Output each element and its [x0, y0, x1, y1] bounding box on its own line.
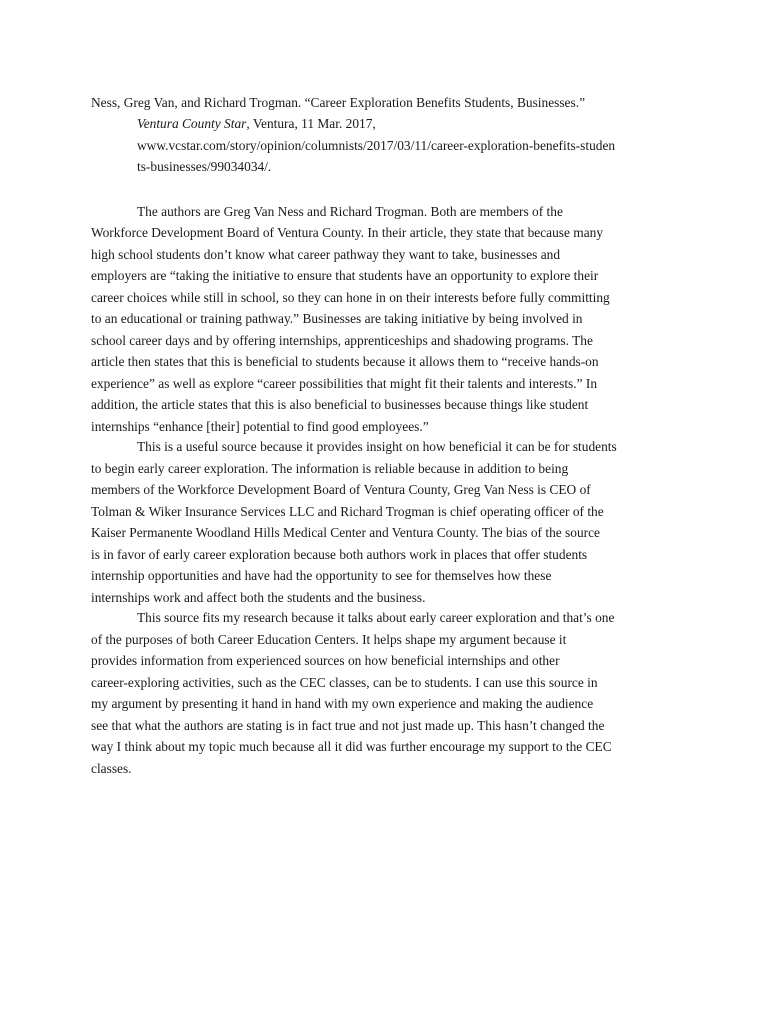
paragraph-2-line: This is a useful source because it provides insight on how beneficial it can be for students — [137, 439, 617, 454]
paragraph-3-line: my argument by presenting it hand in hand with my own experience and making the audience — [91, 696, 594, 711]
paragraph-2-line: Kaiser Permanente Woodland Hills Medical Center and Ventura County. The bias of the source — [91, 525, 600, 540]
citation-line-1: Ness, Greg Van, and Richard Trogman. “Career Exploration Benefits Students, Businesses.” — [91, 95, 586, 110]
citation-url-line-2: ts-businesses/99034034/. — [137, 159, 272, 174]
paragraph-1-line: addition, the article states that this is also beneficial to businesses because things like student — [91, 397, 589, 412]
paragraph-3-line: classes. — [91, 761, 132, 776]
paragraph-1-line: The authors are Greg Van Ness and Richard Trogman. Both are members of the — [137, 204, 563, 219]
paragraph-3-line: of the purposes of both Career Education Centers. It helps shape my argument because it — [91, 632, 567, 647]
paragraph-1-line: Workforce Development Board of Ventura County. In their article, they state that because many — [91, 225, 604, 240]
paragraph-1-line: employers are “taking the initiative to ensure that students have an opportunity to explore their — [91, 268, 599, 283]
paragraph-2-line: Tolman & Wiker Insurance Services LLC and Richard Trogman is chief operating officer of the — [91, 504, 604, 519]
paragraph-3-line: provides information from experienced sources on how beneficial internships and other — [91, 653, 560, 668]
paragraph-2-line: internships work and affect both the students and the business. — [91, 590, 426, 605]
paragraph-2-line: members of the Workforce Development Board of Ventura County, Greg Van Ness is CEO of — [91, 482, 591, 497]
paragraph-3-line: career-exploring activities, such as the CEC classes, can be to students. I can use this source in — [91, 675, 598, 690]
citation-line-2 — [137, 113, 376, 134]
paragraph-3-line: way I think about my topic much because all it did was further encourage my support to the CEC — [91, 739, 612, 754]
paragraph-1-line: experience” as well as explore “career possibilities that might fit their talents and interests.” In — [91, 376, 598, 391]
paragraph-2-line: internship opportunities and have had the opportunity to see for themselves how these — [91, 568, 552, 583]
publication-name: Ventura County Star — [137, 116, 247, 131]
paragraph-2-line: is in favor of early career exploration because both authors work in places that offer students — [91, 547, 588, 562]
paragraph-3-line: see that what the authors are stating is in fact true and not just made up. This hasn’t changed the — [91, 718, 605, 733]
paragraph-1-line: to an educational or training pathway.” Businesses are taking initiative by being involved in — [91, 311, 583, 326]
paragraph-1-line: internships “enhance [their] potential to find good employees.” — [91, 419, 429, 434]
paragraph-1-line: article then states that this is beneficial to students because it allows them to “receive hands-on — [91, 354, 599, 369]
paragraph-2-line: to begin early career exploration. The information is reliable because in addition to being — [91, 461, 569, 476]
paragraph-1-line: career choices while still in school, so they can hone in on their interests before fully committing — [91, 290, 610, 305]
paragraph-3-line: This source fits my research because it talks about early career exploration and that’s one — [137, 610, 615, 625]
citation-url-line-1: www.vcstar.com/story/opinion/columnists/2017/03/11/career-exploration-benefits-studen — [137, 138, 616, 153]
paragraph-1-line: school career days and by offering internships, apprenticeships and shadowing programs. The — [91, 333, 593, 348]
paragraph-1-line: high school students don’t know what career pathway they want to take, businesses and — [91, 247, 561, 262]
citation-line-2-rest: , Ventura, 11 Mar. 2017, — [246, 116, 376, 131]
